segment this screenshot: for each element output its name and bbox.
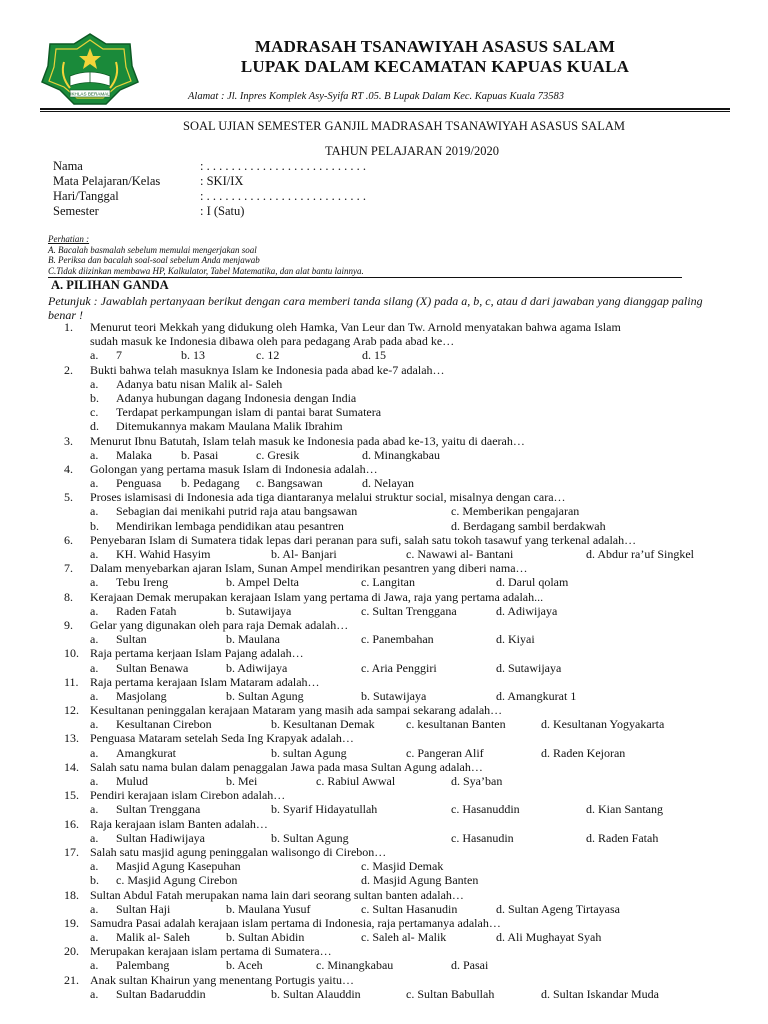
question-number: 10. <box>64 646 79 661</box>
question-text: Gelar yang digunakan oleh para raja Demak adalah… <box>90 617 349 632</box>
option: Mendirikan lembaga pendidikan atau pesantren <box>116 518 344 533</box>
info-label: Hari/Tanggal <box>53 189 119 203</box>
options-row <box>0 348 768 362</box>
option: d. Amangkurat 1 <box>496 688 577 703</box>
option: b. Sutawijaya <box>226 603 292 618</box>
instructions: Petunjuk : Jawablah pertanyaan berikut dengan cara memberi tanda silang (X) pada a, b, c, atau d dari jawaban yang dianggap paling benar ! <box>48 294 703 322</box>
school-address: Alamat : Jl. Inpres Komplek Asy-Syifa RT .05. B Lupak Dalam Kec. Kapuas Kuala 73583 <box>188 91 565 102</box>
option: d. Kian Santang <box>586 802 663 817</box>
option: c. Sultan Hasanudin <box>361 901 458 916</box>
question-text: Samudra Pasai adalah kerajaan islam pertama di Indonesia, raja pertamanya adalah… <box>90 915 501 930</box>
option: d. Ali Mughayat Syah <box>496 930 602 945</box>
option: b. 13 <box>181 348 205 363</box>
option: b. Adiwijaya <box>226 660 288 675</box>
option: d. Raden Fatah <box>586 830 659 845</box>
option: Amangkurat <box>116 745 176 760</box>
option: Terdapat perkampungan islam di pantai barat Sumatera <box>116 405 382 420</box>
question-text: Kesultanan peninggalan kerajaan Mataram yang masih ada sampai sekarang adalah… <box>90 703 503 718</box>
header-divider <box>40 108 730 110</box>
option-letter: a. <box>90 376 99 391</box>
question-number: 20. <box>64 944 79 959</box>
option-letter: d. <box>90 419 99 434</box>
option: Masjolang <box>116 688 167 703</box>
option-letter: a. <box>90 504 99 519</box>
option: Adanya hubungan dagang Indonesia dengan India <box>116 390 357 405</box>
question-line <box>0 845 768 859</box>
question-line <box>0 320 768 334</box>
options-row <box>0 987 768 1001</box>
info-value: : I (Satu) <box>200 204 245 218</box>
option: b. Maulana <box>226 632 280 647</box>
question-line <box>0 533 768 547</box>
option-letter: a. <box>90 603 99 618</box>
option: b. Pasai <box>181 447 219 462</box>
question-text: Anak sultan Khairun yang menentang Portugis yaitu… <box>90 972 354 987</box>
option: c. Rabiul Awwal <box>316 774 396 788</box>
option: Sultan <box>116 632 147 647</box>
option-letter: a. <box>90 688 99 703</box>
option: Sultan Trenggana <box>116 802 201 817</box>
question-number: 4. <box>64 461 73 476</box>
option: c. Masjid Agung Cirebon <box>116 873 238 888</box>
option: Sebagian dai menikahi putrid raja atau bangsawan <box>116 504 358 519</box>
option-letter: a. <box>90 830 99 845</box>
option: Malaka <box>116 447 152 462</box>
option: d. Berdagang sambil berdakwah <box>451 518 606 533</box>
question-number: 12. <box>64 703 79 718</box>
option: Mulud <box>116 774 149 788</box>
question-text: Salah satu masjid agung peninggalan walisongo di Cirebon… <box>90 844 387 859</box>
option: Ditemukannya makam Maulana Malik Ibrahim <box>116 419 343 434</box>
question-list <box>0 320 768 1001</box>
options-row <box>0 547 768 561</box>
ministry-logo-icon <box>40 32 140 106</box>
option: c. Nawawi al- Bantani <box>406 547 514 561</box>
options-row <box>0 717 768 731</box>
option-letter: a. <box>90 859 99 874</box>
option: d. Darul qolam <box>496 575 569 590</box>
letterhead <box>0 0 768 112</box>
option: d. Adiwijaya <box>496 603 558 618</box>
option: KH. Wahid Hasyim <box>116 547 211 561</box>
option: d. Sutawijaya <box>496 660 562 675</box>
options-row <box>0 519 768 533</box>
options-row <box>0 377 768 391</box>
options-row <box>0 774 768 788</box>
question-text: Raja pertama kerjaan Islam Pajang adalah… <box>90 646 304 661</box>
question-line <box>0 334 768 348</box>
options-row <box>0 902 768 916</box>
option-letter: a. <box>90 476 99 491</box>
option-letter: a. <box>90 802 99 817</box>
option-letter: a. <box>90 986 99 1001</box>
info-value: : SKI/IX <box>200 174 244 188</box>
options-row <box>0 831 768 845</box>
option: d. Nelayan <box>362 476 414 491</box>
question-number: 19. <box>64 915 79 930</box>
info-row-subject <box>53 174 366 189</box>
option: c. Bangsawan <box>256 476 323 491</box>
options-row <box>0 802 768 816</box>
option: Tebu Ireng <box>116 575 169 590</box>
question-text: Pendiri kerajaan islam Cirebon adalah… <box>90 788 286 803</box>
option: Sultan Badaruddin <box>116 986 206 1001</box>
options-row <box>0 661 768 675</box>
option: b. Aceh <box>226 958 263 973</box>
question-line <box>0 788 768 802</box>
info-value: : . . . . . . . . . . . . . . . . . . . . . . . . . . <box>200 159 366 173</box>
option: b. Mei <box>226 774 258 788</box>
option: d. Kesultanan Yogyakarta <box>541 717 665 732</box>
option: b. Sultan Agung <box>226 688 304 703</box>
option: c. Hasanuddin <box>451 802 520 817</box>
question-text: Menurut Ibnu Batutah, Islam telah masuk ke Indonesia pada abad ke-13, yaitu di daerah… <box>90 433 525 448</box>
option-letter: a. <box>90 632 99 647</box>
question-line <box>0 888 768 902</box>
info-label: Mata Pelajaran/Kelas <box>53 174 161 188</box>
option-letter: b. <box>90 873 99 888</box>
option: d. Sultan Ageng Tirtayasa <box>496 901 621 916</box>
options-row <box>0 873 768 887</box>
option: c. Sultan Babullah <box>406 986 495 1001</box>
option: b. Sultan Agung <box>271 830 349 845</box>
option: d. Kiyai <box>496 632 535 647</box>
question-line <box>0 618 768 632</box>
question-text: Raja kerajaan islam Banten adalah… <box>90 816 268 831</box>
question-text: Salah satu nama bulan dalam penaggalan Jawa pada masa Sultan Agung adalah… <box>90 759 483 774</box>
options-row <box>0 575 768 589</box>
question-line <box>0 703 768 717</box>
section-heading: A. PILIHAN GANDA <box>51 278 169 292</box>
question-number: 8. <box>64 589 73 604</box>
option: b. Sultan Alauddin <box>271 986 361 1001</box>
exam-title: SOAL UJIAN SEMESTER GANJIL MADRASAH TSANAWIYAH ASASUS SALAM <box>183 119 625 133</box>
option: d. Abdur ra’uf Singkel <box>586 547 694 561</box>
question-line <box>0 363 768 377</box>
student-info <box>53 159 366 219</box>
option: Penguasa <box>116 476 162 491</box>
option: d. Pasai <box>451 958 489 973</box>
notes-title: Perhatian : <box>48 234 90 244</box>
option: b. Syarif Hidayatullah <box>271 802 378 817</box>
option: Sultan Haji <box>116 901 171 916</box>
question-text: Merupakan kerajaan islam pertama di Sumatera… <box>90 944 332 959</box>
option: c. Gresik <box>256 447 300 462</box>
question-number: 9. <box>64 617 73 632</box>
academic-year: TAHUN PELAJARAN 2019/2020 <box>325 144 499 158</box>
option: b. Ampel Delta <box>226 575 299 590</box>
option: Sultan Benawa <box>116 660 189 675</box>
option-letter: a. <box>90 660 99 675</box>
option: d. Raden Kejoran <box>541 745 626 760</box>
option: b. Maulana Yusuf <box>226 901 311 916</box>
question-text: Dalam menyebarkan ajaran Islam, Sunan Ampel mendirikan pesantren yang diberi nama… <box>90 561 528 576</box>
option: c. 12 <box>256 348 280 363</box>
option: c. Minangkabau <box>316 958 394 973</box>
question-text: Golongan yang pertama masuk Islam di Indonesia adalah… <box>90 461 378 476</box>
question-number: 15. <box>64 788 79 803</box>
question-text: Menurut teori Mekkah yang didukung oleh Hamka, Van Leur dan Tw. Arnold menyatakan bahwa agama Islam <box>90 320 621 334</box>
option-letter: a. <box>90 348 99 363</box>
options-row <box>0 746 768 760</box>
option: b. Sutawijaya <box>361 688 427 703</box>
option: Palembang <box>116 958 170 973</box>
question-number: 21. <box>64 972 79 987</box>
question-line <box>0 646 768 660</box>
option: c. kesultanan Banten <box>406 717 506 732</box>
question-text: Kerajaan Demak merupakan kerajaan Islam yang pertama di Jawa, raja yang pertama adalah... <box>90 589 544 604</box>
question-line <box>0 462 768 476</box>
question-line <box>0 731 768 745</box>
option-letter: a. <box>90 745 99 760</box>
option: d. Sya’ban <box>451 774 503 788</box>
option: c. Pangeran Alif <box>406 745 484 760</box>
note-item: B. Periksa dan bacalah soal-soal sebelum Anda menjawab <box>48 255 260 265</box>
question-text: Sultan Abdul Fatah merupakan nama lain dari seorang sultan banten adalah… <box>90 887 464 902</box>
option-letter: a. <box>90 447 99 462</box>
info-label: Semester <box>53 204 99 218</box>
question-number: 3. <box>64 433 73 448</box>
question-number: 13. <box>64 731 79 746</box>
option-letter: a. <box>90 575 99 590</box>
option: b. sultan Agung <box>271 745 347 760</box>
question-number: 11. <box>64 674 79 689</box>
option: c. Langitan <box>361 575 415 590</box>
question-number: 14. <box>64 759 79 774</box>
option-letter: a. <box>90 547 99 561</box>
option: c. Saleh al- Malik <box>361 930 447 945</box>
options-row <box>0 504 768 518</box>
option-letter: a. <box>90 930 99 945</box>
school-name: MADRASAH TSANAWIYAH ASASUS SALAM <box>254 37 616 56</box>
logo-motto: IKHLAS BERAMAL <box>70 91 110 97</box>
question-number: 16. <box>64 816 79 831</box>
option: b. Kesultanan Demak <box>271 717 375 732</box>
options-row <box>0 859 768 873</box>
question-line <box>0 916 768 930</box>
option: Adanya batu nisan Malik al- Saleh <box>116 376 283 391</box>
question-text: Penguasa Mataram setelah Seda Ing Krapyak adalah… <box>90 731 354 746</box>
question-text: Penyebaran Islam di Sumatera tidak lepas dari peranan para sufi, salah satu tokoh tasawuf yang terkenal adalah… <box>90 532 637 547</box>
question-line <box>0 817 768 831</box>
option-letter: b. <box>90 390 99 405</box>
question-number: 1. <box>64 320 73 334</box>
options-row <box>0 476 768 490</box>
option: c. Panembahan <box>361 632 434 647</box>
info-value: : . . . . . . . . . . . . . . . . . . . . . . . . . . <box>200 189 366 203</box>
note-item: A. Bacalah basmalah sebelum memulai mengerjakan soal <box>48 244 257 255</box>
question-line <box>0 675 768 689</box>
option: c. Masjid Demak <box>361 859 444 874</box>
note-item: C.Tidak diizinkan membawa HP, Kalkulator, Tabel Matematika, dan alat bantu lainnya. <box>48 265 364 276</box>
option-letter: c. <box>90 405 99 420</box>
option: Malik al- Saleh <box>116 930 190 945</box>
option: Sultan Hadiwijaya <box>116 830 205 845</box>
option: b. Al- Banjari <box>271 547 337 561</box>
info-row-date <box>53 189 366 204</box>
options-row <box>0 405 768 419</box>
question-line <box>0 490 768 504</box>
question-line <box>0 973 768 987</box>
option: c. Sultan Trenggana <box>361 603 457 618</box>
question-text-continued: sudah masuk ke Indonesia dibawa oleh para pedagang Arab pada abad ke… <box>90 334 455 349</box>
options-row <box>0 391 768 405</box>
option-letter: a. <box>90 901 99 916</box>
option: c. Memberikan pengajaran <box>451 504 580 519</box>
options-row <box>0 448 768 462</box>
option: c. Aria Penggiri <box>361 660 437 675</box>
question-number: 18. <box>64 887 79 902</box>
question-line <box>0 590 768 604</box>
option: d. Minangkabau <box>362 447 440 462</box>
question-text: Bukti bahwa telah masuknya Islam ke Indonesia pada abad ke-7 adalah… <box>90 362 445 377</box>
options-row <box>0 604 768 618</box>
question-text: Proses islamisasi di Indonesia ada tiga diantaranya melalui struktur social, misalnya dengan cara… <box>90 490 566 505</box>
question-text: Raja pertama kerajaan Islam Mataram adalah… <box>90 674 320 689</box>
option-letter: a. <box>90 774 99 788</box>
question-line <box>0 434 768 448</box>
exam-notes <box>48 234 364 276</box>
options-row <box>0 632 768 646</box>
question-line <box>0 561 768 575</box>
option: 7 <box>116 348 122 363</box>
question-number: 5. <box>64 490 73 505</box>
options-row <box>0 958 768 972</box>
header-divider-thin <box>40 111 730 112</box>
option: Raden Fatah <box>116 603 177 618</box>
option: Masjid Agung Kasepuhan <box>116 859 241 874</box>
options-row <box>0 689 768 703</box>
option-letter: a. <box>90 717 99 732</box>
option: b. Pedagang <box>181 476 240 491</box>
option: b. Sultan Abidin <box>226 930 305 945</box>
school-location: LUPAK DALAM KECAMATAN KAPUAS KUALA <box>240 57 630 76</box>
option: Kesultanan Cirebon <box>116 717 212 732</box>
options-row <box>0 419 768 433</box>
options-row <box>0 930 768 944</box>
info-row-name <box>53 159 366 174</box>
question-line <box>0 760 768 774</box>
option-letter: b. <box>90 518 99 533</box>
option: d. Masjid Agung Banten <box>361 873 479 888</box>
option: d. Sultan Iskandar Muda <box>541 986 659 1001</box>
question-line <box>0 944 768 958</box>
option: c. Hasanudin <box>451 830 514 845</box>
info-row-semester <box>53 204 366 219</box>
question-number: 6. <box>64 532 73 547</box>
question-number: 2. <box>64 362 73 377</box>
question-number: 17. <box>64 844 79 859</box>
question-number: 7. <box>64 561 73 576</box>
option: d. 15 <box>362 348 386 363</box>
option-letter: a. <box>90 958 99 973</box>
info-label: Nama <box>53 159 83 173</box>
